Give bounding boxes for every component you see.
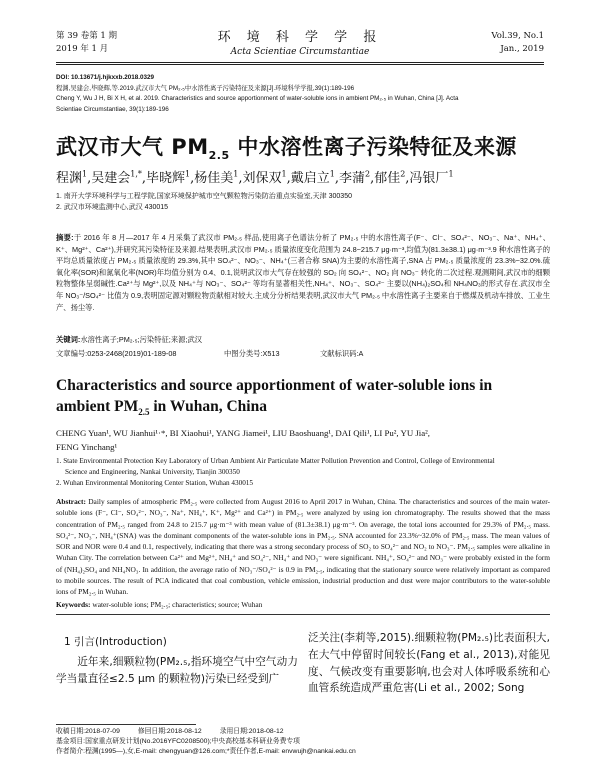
header-right xyxy=(491,30,544,56)
title-en-sub: 2.5 xyxy=(138,407,150,418)
citation-en-line1: Cheng Y, Wu J H, Bi X H, et al. 2019. Characteristics and source apportionment of water-soluble ions in ambient PM₂.₅ in Wuhan, China [J]. Acta xyxy=(56,95,459,102)
keywords-en-label: Keywords: xyxy=(56,600,91,609)
title-en-post: in Wuhan, China xyxy=(149,398,267,415)
footnote-dates xyxy=(56,727,550,737)
affiliations-cn xyxy=(56,191,544,213)
abstract-en-label: Abstract: xyxy=(56,497,86,506)
revised-date: 修回日期:2018-08-12 xyxy=(137,728,202,735)
affiliations-en xyxy=(56,456,550,489)
doi: DOI: 10.13671/j.hjkxxb.2018.0329 xyxy=(56,74,155,81)
accepted-date: 录用日期:2018-08-12 xyxy=(219,728,284,735)
keywords-en-text: water-soluble ions; PM₂.₅; characteristics; source; Wuhan xyxy=(92,600,263,609)
author-cn: ,杨佳美 xyxy=(190,171,234,186)
footnotes xyxy=(56,727,550,758)
keywords-cn xyxy=(56,334,550,345)
date-en: Jan., 2019 xyxy=(500,44,544,54)
authors-cn xyxy=(56,167,544,186)
header-rule-thin xyxy=(56,64,544,65)
author-cn-sup: 1 xyxy=(233,169,239,179)
volume-cn: 第 39 卷第 1 期 xyxy=(56,31,118,41)
abstract-cn-label: 摘要: xyxy=(56,233,74,242)
affiliation-en-line3: 2. Wuhan Environmental Monitoring Center Station, Wuhan 430015 xyxy=(56,479,253,487)
author-cn-sup: 1 xyxy=(185,169,191,179)
title-en xyxy=(56,375,550,423)
author-cn: ,刘保双 xyxy=(238,171,282,186)
article-number: 文章编号:0253-2468(2019)01-189-08 xyxy=(56,349,177,358)
date-cn: 2019 年 1 月 xyxy=(56,44,109,54)
body-paragraph-continued: 泛关注(李莉等,2015).细颗粒物(PM₂.₅)比表面积大,在大气中停留时间较长(Fang et al., 2013),对能见度、气候改变有重要影响,也会对人体呼吸系统和心血管系统造成严重危害(Li et al., 2002; Song xyxy=(308,632,550,695)
author-cn-sup: 1 xyxy=(82,169,88,179)
journal-name-cn: 环 境 科 学 学 报 xyxy=(217,30,383,45)
author-cn-sup: 2 xyxy=(364,169,371,179)
author-cn-sup: 1 xyxy=(448,169,454,179)
title-en-pre: Characteristics and source apportionment of water-soluble ions in ambient PM xyxy=(56,377,493,415)
author-cn-sup: 2 xyxy=(400,169,406,179)
title-cn xyxy=(56,131,544,162)
authors-en-line1: CHENG Yuan¹, WU Jianhui¹·*, BI Xiaohui¹, YANG Jiamei¹, LIU Baoshuang¹, DAI Qili¹, LI Pu², YU Jia², xyxy=(56,428,430,438)
author-cn-sup: 1 xyxy=(329,169,335,179)
body-column-left xyxy=(56,630,298,688)
title-cn-post: 中水溶性离子污染特征及来源 xyxy=(229,135,517,159)
author-cn: 程渊 xyxy=(56,171,83,186)
section-heading: 1 引言(Introduction) xyxy=(64,636,167,648)
footnote-fund: 基金项目:国家重点研发计划(No.2016YFC0208500);中央高校基本科研业务费专项 xyxy=(56,738,300,746)
header-center xyxy=(56,30,544,59)
journal-header xyxy=(56,30,544,64)
classification-cn xyxy=(56,348,550,359)
title-cn-pre: 武汉市大气 PM xyxy=(56,135,209,159)
author-cn: ,李蒲 xyxy=(334,171,365,186)
keywords-cn-text: 水溶性离子;PM₂.₅;污染特征;来源;武汉 xyxy=(80,335,203,344)
journal-name-en: Acta Scientiae Circumstantiae xyxy=(230,47,370,57)
abstract-en-text: Daily samples of atmospheric PM₂.₅ were collected from August 2016 to April 2017 in Wuhan, China. The characteristics and sources of the main water-soluble ions (F⁻, Cl⁻, SO₄²⁻, NO₃⁻, Na⁺, NH₄⁺, K⁺, Mg²⁺ and Ca²⁺) in PM₂.₅ were analyzed by using ion chromatography. The results showed that the mass concentration of PM₂.₅ ranged from 24.8 to 215.7 μg·m⁻³ with mean value of (81.3±38.1) μg·m⁻³. On average, the total ions accounted for 29.3% of PM₂.₅ mass. SO₄²⁻, NO₃⁻, NH₄⁺(SNA) was the dominant components of the water-soluble ions in PM₂.₅. SNA accounted for 23.3%~32.0% of PM₂.₅ mass. The mean values of SOR and NOR were 0.4 and 0.1, respectively, indicating that there was a strong secondary process of SO₂ to SO₄²⁻ and NO₂ to NO₃⁻. PM₂.₅ samples were alkaline in Wuhan City. The correlation between Ca²⁺ and Mg²⁺, NH₄⁺ and SO₄²⁻, NH₄⁺ and NO₃⁻ were significant. NH₄⁺, SO₄²⁻ and NO₃⁻ were probably existed in the form of (NH₄)₂SO₄ and NH₄NO₃. In addition, the average ratio of NO₃⁻/SO₄²⁻ is 0.9 in PM₂.₅, indicating that the stationary source were relatively important as compared to mobile sources. The result of PCA indicated that coal combustion, vehicle emission, industrial production and dust were major contributors to the water-soluble ions of PM₂.₅ in Wuhan. xyxy=(56,497,550,597)
citation-block xyxy=(56,73,552,115)
affiliation-en-line1: 1. State Environmental Protection Key Laboratory of Urban Ambient Air Particulate Matter Pollution Prevention and Control, College of Environmental xyxy=(56,457,495,465)
volume-en: Vol.39, No.1 xyxy=(491,31,544,41)
affiliation-cn-2: 2. 武汉市环境监测中心,武汉 430015 xyxy=(56,204,169,211)
author-cn-sup: 1 xyxy=(281,169,287,179)
author-cn: ,冯银厂 xyxy=(405,171,449,186)
clc-number: 中图分类号:X513 xyxy=(224,349,280,358)
authors-en-line2: FENG Yinchang¹ xyxy=(56,442,118,452)
author-cn: ,郁佳 xyxy=(370,171,401,186)
abstract-en xyxy=(56,496,550,598)
author-cn: ,吴建会 xyxy=(87,171,131,186)
abstract-cn-text: 于 2016 年 8 月—2017 年 4 月采集了武汉市 PM₂.₅ 样品,使用离子色谱法分析了 PM₂.₅ 中的水溶性离子(F⁻、Cl⁻、SO₄²⁻、NO₃⁻、Na⁺、NH₄⁺、K⁺、Mg²⁺、Ca²⁺),并研究其污染特征及来源.结果表明,武汉市 PM₂.₅ 质量浓度变化范围为 24.8~215.7 μg·m⁻³,均值为(81.3±38.1) μg·m⁻³.9 种水溶性离子的平均总质量浓度占 PM₂.₅ 质量浓度的 29.3%,其中 SO₄²⁻、NO₃⁻、NH₄⁺(三者合称 SNA)为主要的水溶性离子,SNA 占 PM₂.₅ 质量浓度的 23.3%~32.0%.硫氧化率(SOR)和氮氧化率(NOR)年均值分别为 0.4、0.1,说明武汉市大气存在较强的 SO₂ 向 SO₄²⁻、NO₂ 向 NO₃⁻ 转化的二次过程.观测期间,武汉市的细颗粒物整体呈弱碱性.Ca²⁺与 Mg²⁺,以及 NH₄⁺与 NO₃⁻、SO₄²⁻ 等均有显著相关性,NH₄⁺、NO₃⁻、SO₄²⁻ 主要以(NH₄)₂SO₄和 NH₄NO₃的形式存在.武汉市全年 NO₃⁻/SO₄²⁻ 比值为 0.9,表明固定源对颗粒物贡献相对较大.主成分分析结果表明,武汉市大气 PM₂.₅ 中水溶性离子主要来自于燃煤及机动车排放、工业生产、扬尘等. xyxy=(56,233,550,312)
document-code: 文献标识码:A xyxy=(320,349,364,358)
abstract-cn xyxy=(56,232,550,313)
author-cn: ,戴启立 xyxy=(286,171,330,186)
authors-en xyxy=(56,426,550,454)
footnote-rule xyxy=(56,724,196,725)
affiliation-en-line2: Science and Engineering, Nankai University, Tianjin 300350 xyxy=(65,468,240,476)
citation-cn: 程渊,吴建会,毕晓辉,等.2019.武汉市大气 PM₂.₅中水溶性离子污染特征及来源[J].环境科学学报,39(1):189-196 xyxy=(56,84,355,92)
author-cn-sup: 1,* xyxy=(130,169,142,179)
received-date: 收稿日期:2018-07-09 xyxy=(56,728,120,735)
keywords-cn-label: 关键词: xyxy=(56,335,81,344)
title-cn-sub: 2.5 xyxy=(208,149,230,163)
author-cn: ,毕晓辉 xyxy=(141,171,186,186)
footnote-bio: 作者简介:程渊(1995—),女,E-mail: chengyuan@126.com;*责任作者,E-mail: envwujh@nankai.edu.cn xyxy=(56,748,356,756)
body-paragraph: 近年来,细颗粒物(PM₂.₅,指环境空气中空气动力学当量直径≤2.5 μm 的颗粒物)污染已经受到广 xyxy=(56,656,298,685)
header-rule xyxy=(56,62,544,63)
abstract-divider xyxy=(56,614,550,615)
keywords-en xyxy=(56,599,550,610)
body-column-right xyxy=(308,630,550,697)
affiliation-cn-1: 1. 南开大学环境科学与工程学院,国家环境保护城市空气颗粒物污染防治重点实验室,天津 300350 xyxy=(56,193,352,200)
citation-en-line2: Scientiae Circumstantiae, 39(1):189-196 xyxy=(56,105,169,113)
